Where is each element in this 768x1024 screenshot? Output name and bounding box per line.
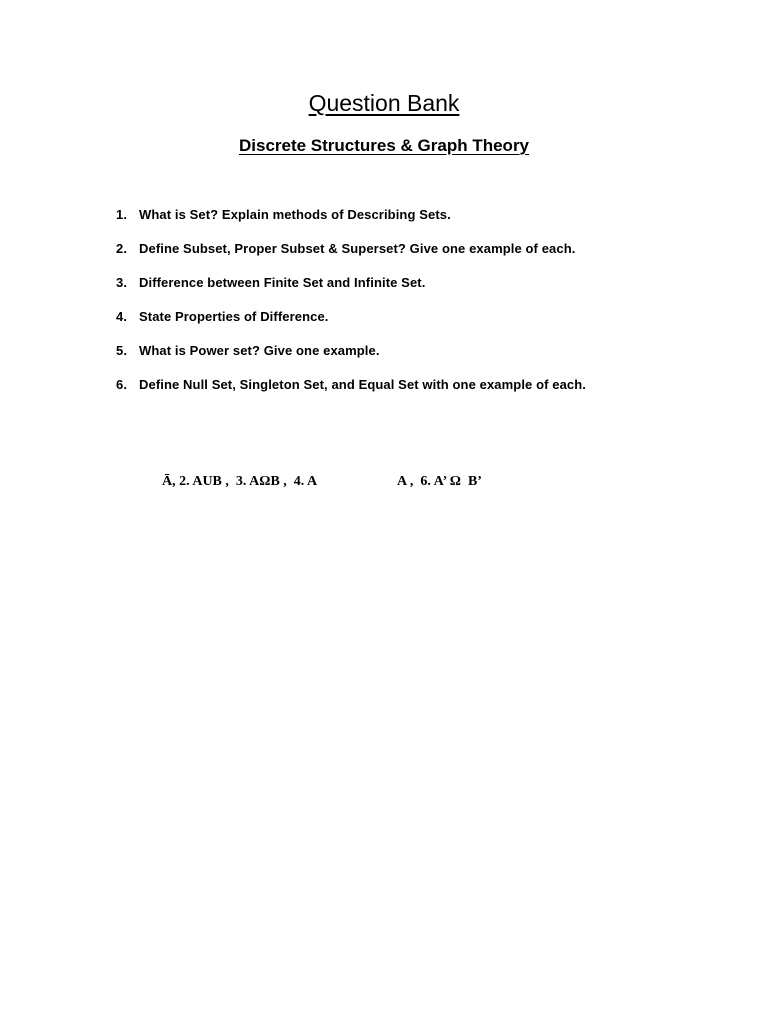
question-text: State Properties of Difference.	[139, 309, 329, 324]
page-title: Question Bank	[308, 90, 460, 116]
question-number: 2.	[116, 241, 128, 256]
question-number: 4.	[116, 309, 128, 324]
question-number: 1.	[116, 207, 128, 222]
question-list	[116, 205, 736, 409]
set-expressions-right: A , 6. A’ Ω B’	[397, 474, 482, 489]
question-text: Difference between Finite Set and Infinite Set.	[139, 275, 426, 290]
page-subtitle: Discrete Structures & Graph Theory	[238, 136, 530, 155]
question-number: 3.	[116, 275, 128, 290]
question-text: What is Power set? Give one example.	[139, 343, 380, 358]
question-number: 5.	[116, 343, 128, 358]
set-expressions-line	[162, 472, 482, 532]
question-text: Define Subset, Proper Subset & Superset? Give one example of each.	[139, 241, 576, 256]
question-item-5	[116, 341, 736, 375]
question-text: What is Set? Explain methods of Describing Sets.	[139, 207, 451, 222]
question-number: 6.	[116, 377, 128, 392]
question-text: Define Null Set, Singleton Set, and Equal Set with one example of each.	[139, 377, 587, 392]
question-item-3	[116, 273, 736, 307]
question-item-6	[116, 375, 736, 409]
question-item-1	[116, 205, 736, 239]
set-expressions-left: Ā, 2. AUB , 3. AΩB , 4. A	[162, 474, 318, 489]
question-item-4	[116, 307, 736, 341]
question-item-2	[116, 239, 736, 273]
